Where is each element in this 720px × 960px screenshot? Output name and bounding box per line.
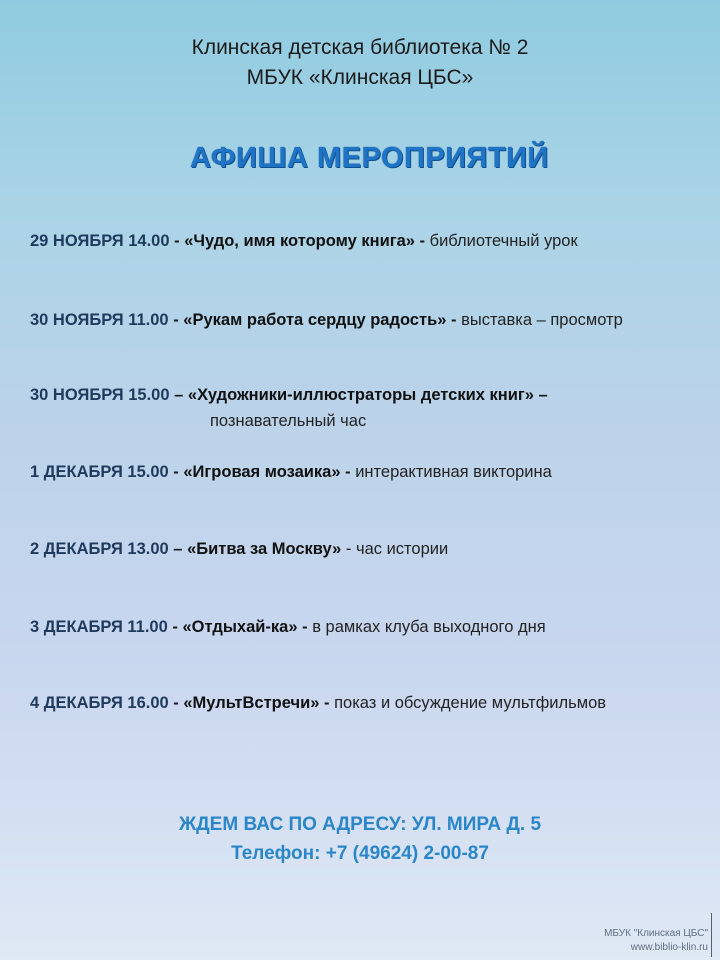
event-title: «Чудо, имя которому книга» <box>184 232 415 250</box>
footer-divider <box>711 913 712 957</box>
event-separator: - <box>167 618 183 636</box>
event-item <box>30 618 546 637</box>
event-date: 30 НОЯБРЯ 11.00 <box>30 311 169 329</box>
event-date: 30 НОЯБРЯ 15.00 <box>30 386 170 404</box>
event-title: «Рукам работа сердцу радость» <box>183 311 447 329</box>
event-separator: - <box>168 463 184 481</box>
event-title: «Художники-иллюстраторы детских книг» <box>187 386 534 404</box>
event-description: выставка – просмотр <box>461 311 623 329</box>
event-item <box>30 311 623 330</box>
footer-website: www.biblio-klin.ru <box>630 942 708 953</box>
event-item <box>30 463 552 482</box>
event-separator: - <box>168 311 184 329</box>
event-item <box>30 386 548 405</box>
event-separator: - <box>297 618 313 636</box>
event-date: 2 ДЕКАБРЯ 13.00 <box>30 540 169 558</box>
event-separator: - <box>169 232 185 250</box>
event-description: интерактивная викторина <box>355 463 552 481</box>
event-description: показ и обсуждение мультфильмов <box>334 694 607 712</box>
event-separator: - <box>341 540 356 558</box>
event-separator: - <box>168 694 184 712</box>
poster-title: АФИША МЕРОПРИЯТИЙ <box>190 142 549 174</box>
event-date: 1 ДЕКАБРЯ 15.00 <box>30 463 169 481</box>
event-separator: – <box>169 386 188 404</box>
event-title: «Игровая мозаика» <box>183 463 341 481</box>
event-title: «Битва за Москву» <box>187 540 342 558</box>
event-description: познавательный час <box>210 412 367 430</box>
event-separator: – <box>533 386 548 404</box>
event-description: час истории <box>355 540 449 558</box>
event-description: в рамках клуба выходного дня <box>312 618 546 636</box>
event-date: 29 НОЯБРЯ 14.00 <box>30 232 170 250</box>
address-text: ЖДЕМ ВАС ПО АДРЕСУ: УЛ. МИРА Д. 5 <box>178 814 542 835</box>
event-item <box>30 540 448 559</box>
organization-name: МБУК «Клинская ЦБС» <box>246 66 474 89</box>
event-item <box>30 694 606 713</box>
library-name: Клинская детская библиотека № 2 <box>191 36 529 59</box>
phone-text: Телефон: +7 (49624) 2-00-87 <box>231 843 489 864</box>
event-separator: - <box>414 232 430 250</box>
event-description: библиотечный урок <box>429 232 578 250</box>
event-item <box>30 232 578 251</box>
event-separator: - <box>446 311 462 329</box>
footer-org: МБУК "Клинская ЦБС" <box>604 928 708 939</box>
event-separator: - <box>340 463 356 481</box>
event-separator: – <box>168 540 188 558</box>
event-date: 3 ДЕКАБРЯ 11.00 <box>30 618 168 636</box>
event-title: «Отдыхай-ка» <box>182 618 298 636</box>
event-separator: - <box>319 694 335 712</box>
event-date: 4 ДЕКАБРЯ 16.00 <box>30 694 169 712</box>
event-title: «МультВстречи» <box>183 694 320 712</box>
